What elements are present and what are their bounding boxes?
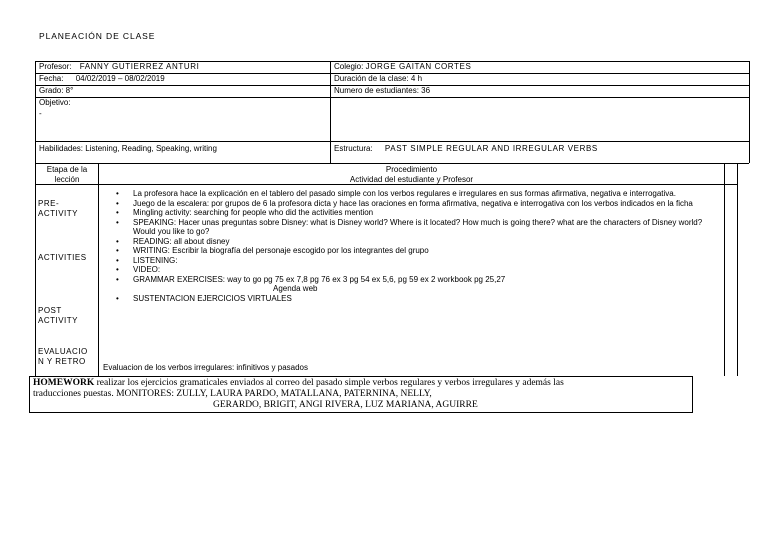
etapa-header [36, 165, 98, 184]
list-item: • LISTENING: [101, 256, 721, 266]
stage-activities: ACTIVITIES [38, 253, 87, 262]
estructura-value: PAST SIMPLE REGULAR AND IRREGULAR VERBS [384, 144, 598, 153]
objetivo-value: - [39, 109, 42, 118]
evaluacion-text: Evaluacion de los verbos irregulares: infinitivos y pasados [103, 363, 308, 372]
procedimiento-header-line2: Actividad del estudiante y Profesor [349, 174, 474, 184]
stage-post-activity [38, 306, 78, 326]
page-title: PLANEACIÓN DE CLASE [39, 31, 156, 41]
homework-line2 [33, 389, 689, 400]
estructura-label: Estructura: [334, 144, 373, 153]
stage-pre-line1: PRE- [38, 199, 60, 208]
list-item: • SUSTENTACION EJERCICIOS VIRTUALES [101, 294, 721, 304]
agenda-web-note: Agenda web [273, 284, 318, 293]
stage-eval-line2: N Y RETRO [38, 357, 86, 366]
list-item: • VIDEO: [101, 265, 721, 275]
procedimiento-header-line1: Procedimiento [385, 165, 438, 174]
homework-line3: GERARDO, BRIGIT, ANGI RIVERA, LUZ MARIANA, AGUIRRE [213, 400, 478, 410]
list-item: • WRITING: Escribir la biografía del personaje escogido por los integrantes del grupo [101, 246, 721, 256]
activities-list [101, 189, 721, 303]
homework-traducciones: traducciones puestas. [33, 389, 117, 399]
etapa-header-line2: lección [54, 174, 80, 184]
objetivo-label: Objetivo: [39, 98, 71, 107]
homework-box [29, 376, 693, 413]
colegio-value: JORGE GAITAN CORTES [365, 62, 472, 71]
list-item: • Mingling activity: searching for people who did the activities mention [101, 208, 721, 218]
list-item: • Juego de la escalera: por grupos de 6 la profesora dicta y hace las oraciones en forma afirmativa, negativa e interrogativa con los verbos indicados en la ficha [101, 199, 721, 209]
list-item: • SPEAKING: Hacer unas preguntas sobre Disney: what is Disney world? Where is it located? How much is going there? what are the characters of Disney world? Would you like to go? [101, 218, 721, 237]
grado-field: Grado: 8° [39, 86, 74, 95]
procedimiento-header [99, 165, 724, 184]
stage-post-line2: ACTIVITY [38, 316, 79, 325]
homework-monitores: MONITORES: ZULLY, LAURA PARDO, MATALLANA, PATERNINA, NELLY, [116, 389, 432, 399]
estructura-field [331, 144, 598, 154]
profesor-field [36, 62, 199, 72]
fecha-field [36, 74, 165, 84]
profesor-label: Profesor: [39, 62, 72, 71]
fecha-label: Fecha: [39, 74, 64, 83]
etapa-header-line1: Etapa de la [46, 165, 88, 174]
fecha-value: 04/02/2019 – 08/02/2019 [75, 74, 165, 83]
homework-line1 [33, 378, 689, 389]
habilidades-field: Habilidades: Listening, Reading, Speaking, writing [39, 144, 217, 153]
stage-pre-line2: ACTIVITY [38, 209, 79, 218]
numero-estudiantes-field: Numero de estudiantes: 36 [334, 86, 431, 95]
stage-eval-line1: EVALUACIO [38, 347, 88, 356]
duracion-field: Duración de la clase: 4 h [334, 74, 423, 83]
profesor-value: FANNY GUTIERREZ ANTURI [79, 62, 200, 71]
colegio-field [331, 62, 471, 72]
homework-label: HOMEWORK [33, 378, 95, 388]
homework-text: realizar los ejercicios gramaticales enviados al correo del pasado simple verbos regulares y verbos irregulares y además las [94, 378, 564, 388]
colegio-label: Colegio: [334, 62, 364, 71]
list-item: • La profesora hace la explicación en el tablero del pasado simple con los verbos regulares e irregulares en sus formas afirmativa, negativa e interrogativa. [101, 189, 721, 199]
stage-post-line1: POST [38, 306, 62, 315]
list-item: • GRAMMAR EXERCISES: way to go pg 75 ex 7,8 pg 76 ex 3 pg 54 ex 5,6, pg 59 ex 2 workbook pg 25,27 [101, 275, 721, 285]
stage-evaluacion [38, 347, 88, 367]
list-item: • READING: all about disney [101, 237, 721, 247]
stage-pre-activity [38, 199, 78, 219]
